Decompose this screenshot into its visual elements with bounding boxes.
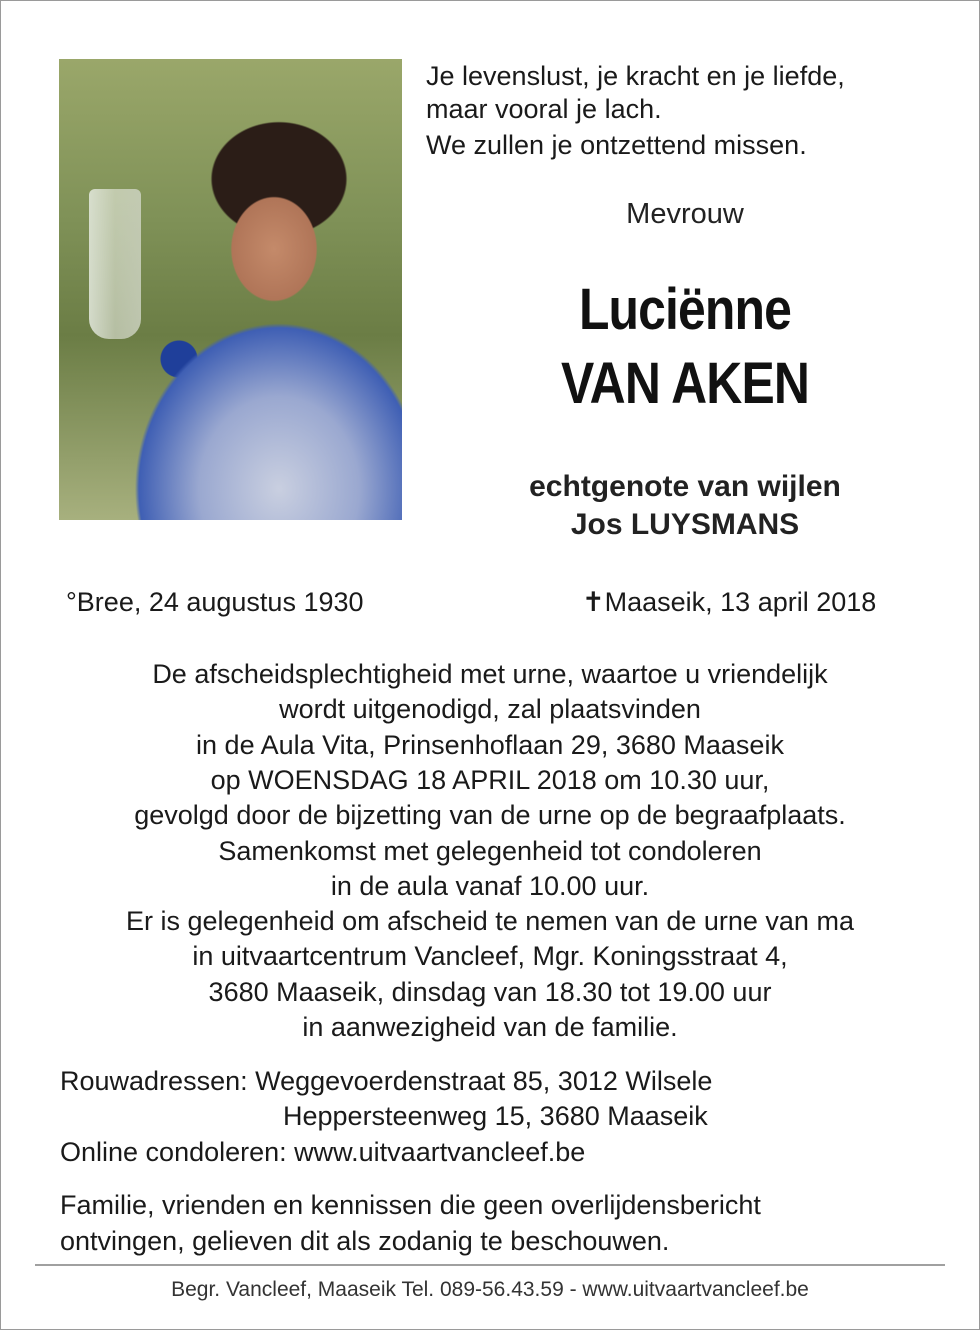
quote-line-2: maar vooral je lach. [426, 94, 662, 124]
footer-divider [35, 1264, 945, 1266]
ceremony-line: gevolgd door de bijzetting van de urne op de begraafplaats. [134, 800, 846, 830]
ceremony-line: in uitvaartcentrum Vancleef, Mgr. Koningsstraat 4, [192, 941, 788, 971]
quote-line-3: We zullen je ontzettend missen. [426, 130, 807, 160]
deceased-last-name: VAN AKEN [560, 351, 810, 416]
death-date: ✝Maaseik, 13 april 2018 [582, 587, 877, 617]
mourning-address-2: Heppersteenweg 15, 3680 Maaseik [283, 1101, 708, 1131]
portrait-photo [59, 59, 402, 520]
ceremony-line: in de aula vanaf 10.00 uur. [330, 871, 650, 901]
ceremony-line: in de Aula Vita, Prinsenhoflaan 29, 3680 Maaseik [196, 730, 784, 760]
ceremony-line: 3680 Maaseik, dinsdag van 18.30 tot 19.00 uur [208, 977, 772, 1007]
notice-line-2: ontvingen, gelieven dit als zodanig te beschouwen. [60, 1226, 670, 1256]
ceremony-line: op WOENSDAG 18 APRIL 2018 om 10.30 uur, [210, 765, 770, 795]
spouse-relation: echtgenote van wijlen [529, 470, 841, 503]
notice-line-1: Familie, vrienden en kennissen die geen overlijdensbericht [60, 1190, 761, 1220]
birth-date: °Bree, 24 augustus 1930 [66, 587, 364, 617]
ceremony-line: De afscheidsplechtigheid met urne, waartoe u vriendelijk [152, 659, 828, 689]
funeral-home-footer: Begr. Vancleef, Maaseik Tel. 089-56.43.59 - www.uitvaartvancleef.be [171, 1278, 809, 1301]
mourning-address-1: Rouwadressen: Weggevoerdenstraat 85, 3012 Wilsele [60, 1066, 713, 1096]
quote-line-1: Je levenslust, je kracht en je liefde, [426, 61, 845, 91]
champagne-glass [89, 189, 141, 339]
salutation: Mevrouw [626, 198, 744, 230]
ceremony-line: in aanwezigheid van de familie. [302, 1012, 678, 1042]
spouse-name: Jos LUYSMANS [570, 508, 800, 541]
ceremony-line: Er is gelegenheid om afscheid te nemen van de urne van ma [126, 906, 854, 936]
ceremony-line: wordt uitgenodigd, zal plaatsvinden [279, 694, 701, 724]
online-condolence: Online condoleren: www.uitvaartvancleef.be [60, 1137, 586, 1167]
ceremony-line: Samenkomst met gelegenheid tot condoleren [218, 836, 762, 866]
deceased-first-name: Luciënne [578, 277, 792, 342]
